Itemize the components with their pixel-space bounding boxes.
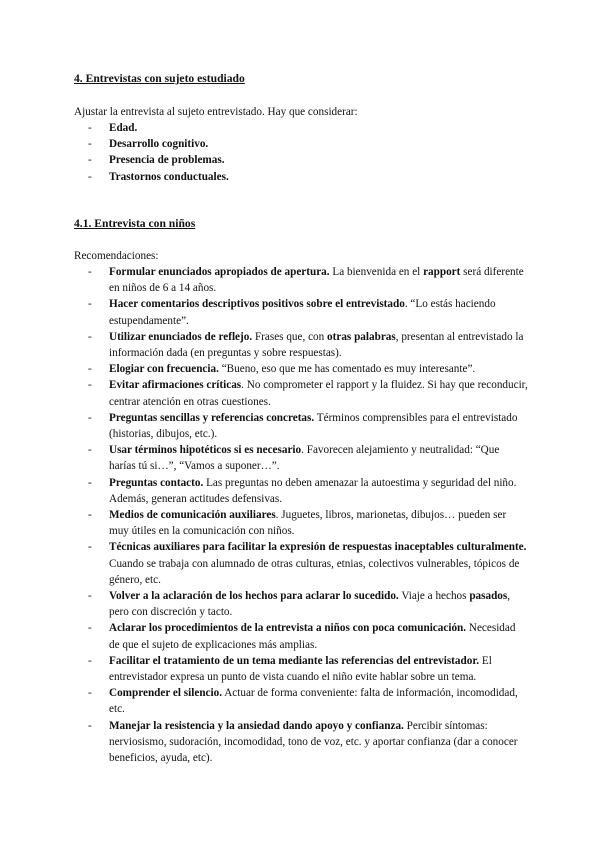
list-item: - Usar términos hipotéticos si es necesario. Favorecen alejamiento y neutralidad: “Que harías tú si…”, “Vamos a suponer…”. [88, 442, 528, 474]
list-item: - Presencia de problemas. [88, 152, 528, 168]
section-4-1-heading: 4.1. Entrevista con niños [74, 217, 196, 230]
list-item: - Hacer comentarios descriptivos positivos sobre el entrevistado. “Lo estás haciendo estupendamente”. [88, 296, 528, 328]
list-item: - Elogiar con frecuencia. “Bueno, eso que me has comentado es muy interesante”. [88, 361, 528, 377]
list-item: - Técnicas auxiliares para facilitar la expresión de respuestas inaceptables culturalmente. Cuando se trabaja con alumnado de otras culturas, etnias, colectivos vulnerables, tópicos de género, etc. [88, 539, 528, 588]
considerations-list [88, 120, 528, 185]
list-item: - Desarrollo cognitivo. [88, 136, 528, 152]
list-item: - Volver a la aclaración de los hechos para aclarar lo sucedido. Viaje a hechos pasados, pero con discreción y tacto. [88, 588, 528, 620]
list-item: - Utilizar enunciados de reflejo. Frases que, con otras palabras, presentan al entrevistado la información dada (en preguntas y sobre respuestas). [88, 329, 528, 361]
section-4-heading: 4. Entrevistas con sujeto estudiado [74, 72, 245, 85]
list-item: - Manejar la resistencia y la ansiedad dando apoyo y confianza. Percibir síntomas: nerviosismo, sudoración, incomodidad, tono de voz, etc. y aportar confianza (dar a conocer beneficios, ayuda, etc). [88, 718, 528, 767]
list-item: - Preguntas sencillas y referencias concretas. Términos comprensibles para el entrevistado (historias, dibujos, etc.). [88, 410, 528, 442]
list-item: - Trastornos conductuales. [88, 169, 528, 185]
list-item: - Facilitar el tratamiento de un tema mediante las referencias del entrevistador. El entrevistador expresa un punto de vista cuando el niño evite hablar sobre un tema. [88, 653, 528, 685]
recommendations-list [88, 264, 528, 766]
section-4-1-intro: Recomendaciones: [74, 250, 159, 262]
list-item: - Evitar afirmaciones críticas. No comprometer el rapport y la fluidez. Si hay que reconducir, centrar atención en otras cuestiones. [88, 377, 528, 409]
list-item: - Formular enunciados apropiados de apertura. La bienvenida en el rapport será diferente en niños de 6 a 14 años. [88, 264, 528, 296]
section-4-intro: Ajustar la entrevista al sujeto entrevistado. Hay que considerar: [74, 106, 358, 118]
list-item: - Aclarar los procedimientos de la entrevista a niños con poca comunicación. Necesidad de que el sujeto de explicaciones más amplias. [88, 620, 528, 652]
list-item: - Comprender el silencio. Actuar de forma conveniente: falta de información, incomodidad, etc. [88, 685, 528, 717]
list-item: - Preguntas contacto. Las preguntas no deben amenazar la autoestima y seguridad del niño. Además, generan actitudes defensivas. [88, 475, 528, 507]
list-item: - Medios de comunicación auxiliares. Juguetes, libros, marionetas, dibujos… pueden ser muy útiles en la comunicación con niños. [88, 507, 528, 539]
list-item: - Edad. [88, 120, 528, 136]
